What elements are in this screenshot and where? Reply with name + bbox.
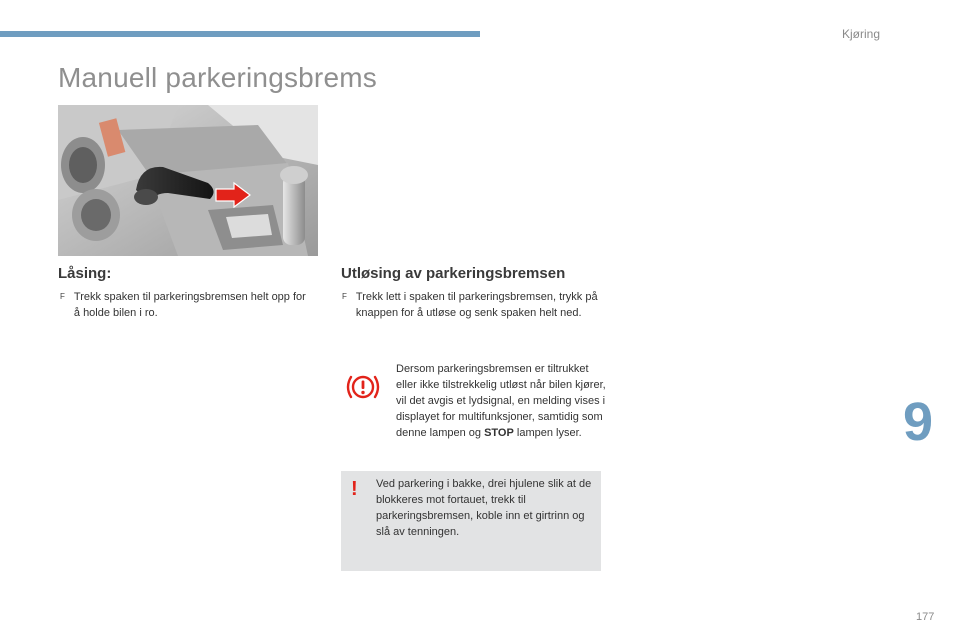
release-heading: Utløsing av parkeringsbremsen	[341, 265, 566, 282]
note-text-part: lampen lyser.	[513, 427, 582, 439]
release-text: Trekk lett i spaken til parkeringsbremsen, trykk på knappen for å utløse og senk spaken helt ned.	[355, 291, 598, 319]
exclamation-icon: !	[351, 478, 358, 500]
bullet-mark: F	[342, 292, 347, 301]
note-text-part: Dersom parkeringsbremsen er tiltrukket eller ikke tilstrekkelig utløst når bilen kjører, vil det avgis et lydsignal, en melding vises i displayet for multifunksjoner, samtidig som denne lampen og	[396, 363, 606, 439]
stop-label: STOP	[484, 427, 514, 439]
bullet-mark: F	[60, 292, 65, 301]
locking-text: Trekk spaken til parkeringsbremsen helt opp for å holde bilen i ro.	[73, 291, 306, 319]
locking-instruction	[60, 289, 310, 321]
caution-text: Ved parkering i bakke, drei hjulene slik at de blokkeres mot fortauet, trekk til parkeringsbremsen, koble inn et girtrinn og slå av tenningen.	[376, 478, 592, 538]
brake-warning-icon	[346, 373, 380, 401]
header-accent-bar	[0, 31, 480, 37]
page-title: Manuell parkeringsbrems	[58, 62, 377, 93]
release-instruction	[342, 289, 602, 321]
page-number: 177	[916, 611, 935, 623]
parking-brake-photo	[58, 105, 318, 256]
section-name: Kjøring	[842, 27, 881, 41]
chapter-number: 9	[903, 392, 934, 452]
warning-note-text	[396, 361, 606, 441]
locking-heading: Låsing:	[58, 265, 112, 282]
